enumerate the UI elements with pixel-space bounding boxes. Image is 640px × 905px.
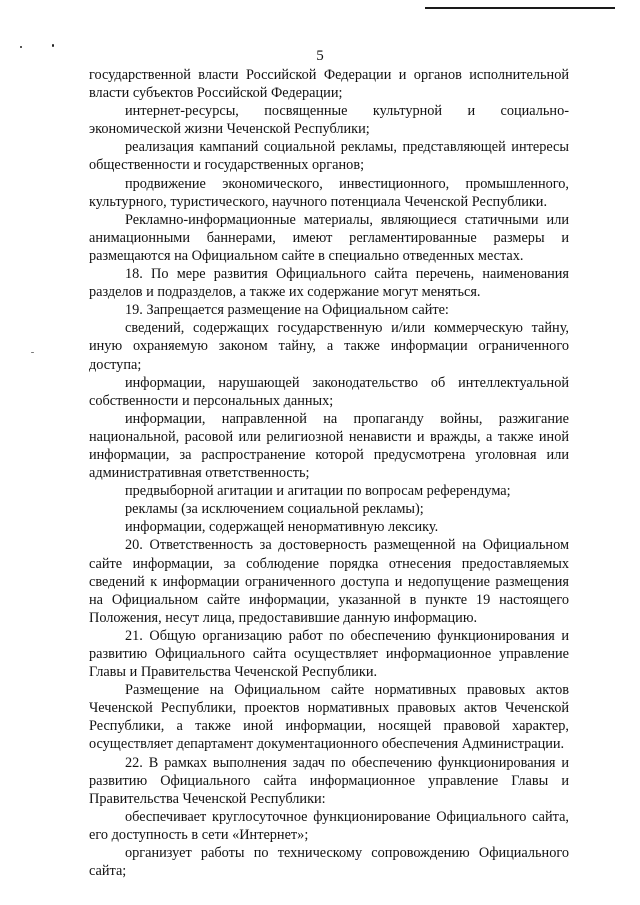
- paragraph: интернет-ресурсы, посвященные культурной и социально-экономической жизни Чеченской Республики;: [89, 103, 569, 138]
- paragraph: 21. Общую организацию работ по обеспечению функционирования и развитию Официального сайта осуществляет информационное управление Главы и Правительства Чеченской Республики.: [89, 627, 569, 681]
- document-body: [89, 66, 569, 880]
- page-number: 5: [316, 48, 324, 64]
- paragraph: рекламы (за исключением социальной рекламы);: [125, 501, 424, 518]
- scan-speck: [31, 352, 34, 353]
- paragraph: реализация кампаний социальной рекламы, представляющей интересы общественности и государственных органов;: [89, 139, 569, 174]
- scan-artifact-line: [425, 7, 615, 9]
- paragraph: обеспечивает круглосуточное функционирование Официального сайта, его доступность в сети «Интернет»;: [89, 808, 569, 843]
- paragraph: Размещение на Официальном сайте нормативных правовых актов Чеченской Республики, проектов нормативных правовых актов Чеченской Республики, а также иной информации, носящей правовой характер, осуществляет департамент документационного обеспечения Администрации.: [89, 682, 569, 753]
- paragraph: продвижение экономического, инвестиционного, промышленного, культурного, туристического, научного потенциала Чеченской Республики.: [89, 175, 569, 210]
- paragraph: информации, нарушающей законодательство об интеллектуальной собственности и персональных данных;: [89, 374, 569, 409]
- paragraph: 18. По мере развития Официального сайта перечень, наименования разделов и подразделов, а также их содержание могут меняться.: [89, 266, 569, 301]
- paragraph: 20. Ответственность за достоверность размещенной на Официальном сайте информации, за соблюдение порядка отнесения предоставляемых сведений к информации ограниченного доступа и недопущение размещения на Официальном сайте информации, указанной в пункте 19 настоящего Положения, несут лица, предоставившие данную информацию.: [89, 537, 569, 626]
- paragraph: Рекламно-информационные материалы, являющиеся статичными или анимационными баннерами, имеют регламентированные размеры и размещаются на Официальном сайте в специально отведенных местах.: [89, 211, 569, 264]
- scan-speck: [52, 44, 54, 47]
- paragraph: 19. Запрещается размещение на Официальном сайте:: [125, 302, 449, 319]
- paragraph: информации, содержащей ненормативную лексику.: [125, 519, 439, 536]
- paragraph: 22. В рамках выполнения задач по обеспечению функционирования и развитию Официального сайта информационное управление Главы и Правительства Чеченской Республики:: [89, 754, 569, 807]
- paragraph: сведений, содержащих государственную и/или коммерческую тайну, иную охраняемую законом тайну, а также информации ограниченного доступа;: [89, 320, 569, 373]
- paragraph: государственной власти Российской Федерации и органов исполнительной власти субъектов Российской Федерации;: [89, 67, 569, 102]
- paragraph: информации, направленной на пропаганду войны, разжигание национальной, расовой или религиозной ненависти и вражды, а также иной информации, за распространение которой предусмотрена уголовная или административная ответственность;: [89, 410, 569, 482]
- paragraph: предвыборной агитации и агитации по вопросам референдума;: [125, 483, 511, 500]
- paragraph: организует работы по техническому сопровождению Официального сайта;: [89, 845, 569, 880]
